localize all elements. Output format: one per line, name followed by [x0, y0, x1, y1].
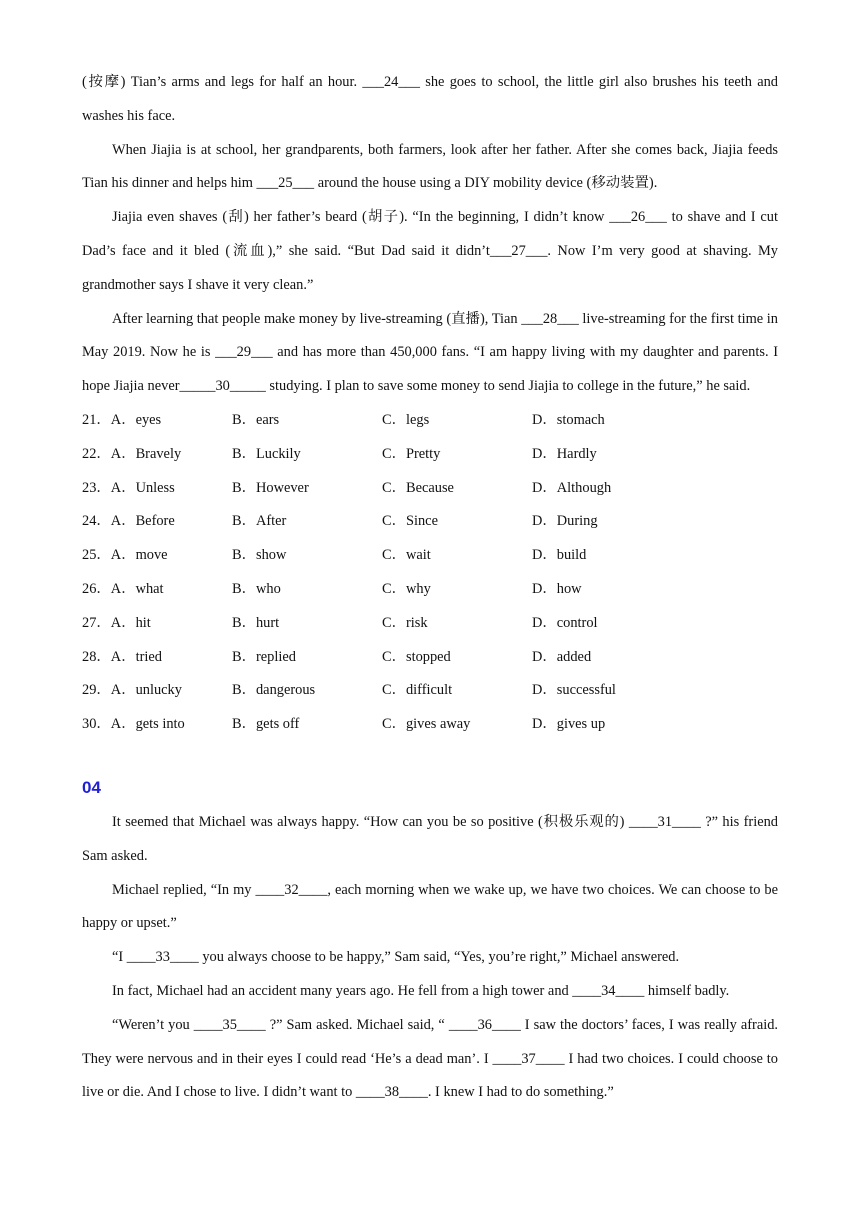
paragraph: It seemed that Michael was always happy. “How can you be so positive (积极乐观的) ____31____ ?” his friend Sam asked.: [82, 813, 778, 864]
question-option-b: B．hurt: [232, 614, 280, 631]
question-row: [82, 708, 778, 742]
document-page: [82, 66, 778, 1110]
paragraph: Jiajia even shaves (刮) her father’s beard (胡子). “In the beginning, I didn’t know ___26___ to shave and I cut Dad’s face and it bled (流血),” she said. “But Dad said it didn’t___27___. Now I’m very good at shaving. My grandmother says I shave it very clean.”: [82, 209, 778, 293]
question-option-c: C．legs: [382, 411, 430, 428]
question-option-c: C．stopped: [382, 648, 451, 665]
question-row: [82, 505, 778, 539]
question-option-b: B．ears: [232, 411, 280, 428]
paragraph: Michael replied, “In my ____32____, each morning when we wake up, we have two choices. We can choose to be happy or upset.”: [82, 881, 778, 932]
question-option-b: B．Luckily: [232, 445, 301, 462]
question-option-b: B．dangerous: [232, 682, 316, 699]
question-option-a: 26．A．what: [82, 580, 164, 597]
paragraph: In fact, Michael had an accident many years ago. He fell from a high tower and ____34____ himself badly.: [112, 982, 730, 999]
question-option-a: 25．A．move: [82, 547, 168, 564]
question-option-b: B．gets off: [232, 716, 300, 733]
question-option-a: 21．A．eyes: [82, 411, 162, 428]
question-row: [82, 539, 778, 573]
question-option-c: C．Since: [382, 513, 438, 530]
question-option-d: D．added: [532, 648, 592, 665]
question-option-d: D．During: [532, 513, 598, 530]
question-option-c: C．wait: [382, 547, 431, 564]
question-option-b: B．show: [232, 547, 287, 564]
question-option-d: D．gives up: [532, 716, 606, 733]
question-option-a: 23．A．Unless: [82, 479, 175, 496]
question-option-b: B．replied: [232, 648, 296, 665]
question-row: [82, 573, 778, 607]
question-option-d: D．successful: [532, 682, 616, 699]
question-option-d: D．build: [532, 547, 587, 564]
question-option-a: 29．A．unlucky: [82, 682, 182, 699]
question-option-c: C．why: [382, 580, 431, 597]
question-options: [82, 404, 778, 742]
question-option-d: D．control: [532, 614, 598, 631]
question-option-a: 27．A．hit: [82, 614, 151, 631]
question-option-b: B．After: [232, 513, 287, 530]
paragraph: When Jiajia is at school, her grandparents, both farmers, look after her father. After she comes back, Jiajia feeds Tian his dinner and helps him ___25___ around the house using a DIY mobility device (移动装置).: [82, 141, 778, 192]
question-row: [82, 472, 778, 506]
question-option-b: B．who: [232, 580, 281, 597]
paragraph: After learning that people make money by live-streaming (直播), Tian ___28___ live-streaming for the first time in May 2019. Now he is ___29___ and has more than 450,000 fans. “I am happy living with my daughter and parents. I hope Jiajia never_____30_____ studying. I plan to save some money to send Jiajia to college in the future,” he said.: [82, 310, 778, 395]
question-row: [82, 674, 778, 708]
question-row: [82, 438, 778, 472]
section-number: 04: [82, 777, 101, 797]
question-option-c: C．Pretty: [382, 445, 441, 462]
question-option-a: 28．A．tried: [82, 648, 162, 665]
question-option-a: 22．A．Bravely: [82, 445, 182, 462]
question-option-a: 24．A．Before: [82, 513, 175, 530]
question-option-b: B．However: [232, 479, 309, 496]
question-option-c: C．gives away: [382, 716, 471, 733]
question-row: [82, 607, 778, 641]
question-option-d: D．Hardly: [532, 445, 597, 462]
paragraph: “I ____33____ you always choose to be happy,” Sam said, “Yes, you’re right,” Michael answered.: [112, 949, 680, 966]
question-option-c: C．risk: [382, 614, 428, 631]
question-option-c: C．Because: [382, 479, 454, 496]
question-option-d: D．how: [532, 580, 582, 597]
passage-1: [82, 66, 778, 404]
paragraph: (按摩) Tian’s arms and legs for half an hour. ___24___ she goes to school, the little girl also brushes his teeth and washes his face.: [82, 74, 778, 124]
question-row: [82, 641, 778, 675]
question-option-d: D．stomach: [532, 411, 605, 428]
paragraph: “Weren’t you ____35____ ?” Sam asked. Michael said, “ ____36____ I saw the doctors’ faces, I was really afraid. They were nervous and in their eyes I could read ‘He’s a dead man’. I ____37____ I had two choices. I could choose to live or die. And I chose to live. I didn’t want to ____38____. I knew I had to do something.”: [82, 1016, 778, 1101]
question-row: [82, 404, 778, 438]
question-option-d: D．Although: [532, 479, 612, 496]
question-option-a: 30．A．gets into: [82, 716, 185, 733]
question-option-c: C．difficult: [382, 682, 453, 699]
passage-2: [82, 806, 778, 1110]
